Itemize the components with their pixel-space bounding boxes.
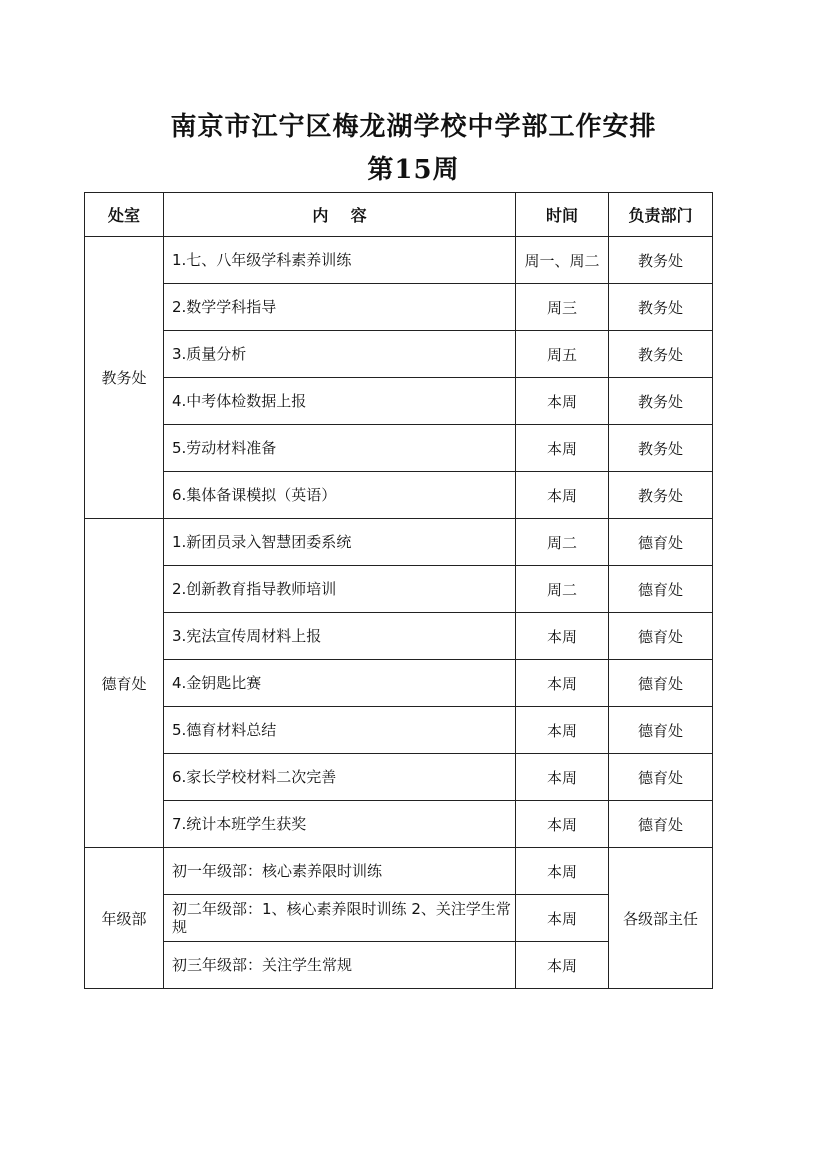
office-cell: 教务处 — [85, 237, 164, 519]
schedule-table — [84, 192, 713, 989]
content-cell: 1.新团员录入智慧团委系统 — [164, 519, 516, 566]
content-cell: 2.创新教育指导教师培训 — [164, 566, 516, 613]
time-cell: 本周 — [516, 895, 609, 942]
time-cell: 周二 — [516, 566, 609, 613]
table-row — [85, 660, 713, 707]
content-cell: 初二年级部：1、核心素养限时训练 2、关注学生常规 — [164, 895, 516, 942]
responsible-cell: 教务处 — [609, 425, 713, 472]
content-cell: 5.劳动材料准备 — [164, 425, 516, 472]
content-cell: 6.家长学校材料二次完善 — [164, 754, 516, 801]
time-cell: 本周 — [516, 707, 609, 754]
header-content: 内 容 — [164, 193, 516, 237]
responsible-cell: 德育处 — [609, 660, 713, 707]
document-title: 南京市江宁区梅龙湖学校中学部工作安排 — [170, 112, 657, 142]
content-cell: 初三年级部：关注学生常规 — [164, 942, 516, 989]
time-cell: 周五 — [516, 331, 609, 378]
time-cell: 周一、周二 — [516, 237, 609, 284]
responsible-cell: 教务处 — [609, 237, 713, 284]
responsible-cell: 德育处 — [609, 707, 713, 754]
table-row — [85, 566, 713, 613]
table-row — [85, 848, 713, 895]
time-cell: 本周 — [516, 425, 609, 472]
content-cell: 2.数学学科指导 — [164, 284, 516, 331]
table-row — [85, 613, 713, 660]
responsible-cell: 德育处 — [609, 801, 713, 848]
responsible-cell: 德育处 — [609, 519, 713, 566]
responsible-cell: 各级部主任 — [609, 848, 713, 989]
table-row — [85, 237, 713, 284]
time-cell: 本周 — [516, 848, 609, 895]
time-cell: 周二 — [516, 519, 609, 566]
responsible-cell: 教务处 — [609, 331, 713, 378]
table-row — [85, 707, 713, 754]
content-cell: 5.德育材料总结 — [164, 707, 516, 754]
header-time: 时间 — [516, 193, 609, 237]
content-cell: 4.中考体检数据上报 — [164, 378, 516, 425]
responsible-cell: 德育处 — [609, 613, 713, 660]
table-row — [85, 284, 713, 331]
time-cell: 本周 — [516, 942, 609, 989]
content-cell: 4.金钥匙比赛 — [164, 660, 516, 707]
responsible-cell: 德育处 — [609, 566, 713, 613]
table-header-row — [85, 193, 713, 237]
table-row — [85, 754, 713, 801]
table-row — [85, 519, 713, 566]
content-cell: 6.集体备课模拟（英语） — [164, 472, 516, 519]
office-cell: 德育处 — [85, 519, 164, 848]
week-title: 第15周 — [367, 155, 460, 185]
table-row — [85, 378, 713, 425]
time-cell: 本周 — [516, 472, 609, 519]
table-row — [85, 425, 713, 472]
content-cell: 3.宪法宣传周材料上报 — [164, 613, 516, 660]
time-cell: 周三 — [516, 284, 609, 331]
content-cell: 3.质量分析 — [164, 331, 516, 378]
time-cell: 本周 — [516, 801, 609, 848]
content-cell: 1.七、八年级学科素养训练 — [164, 237, 516, 284]
header-office: 处室 — [85, 193, 164, 237]
responsible-cell: 德育处 — [609, 754, 713, 801]
time-cell: 本周 — [516, 754, 609, 801]
time-cell: 本周 — [516, 613, 609, 660]
time-cell: 本周 — [516, 660, 609, 707]
table-row — [85, 472, 713, 519]
responsible-cell: 教务处 — [609, 472, 713, 519]
header-responsible: 负责部门 — [609, 193, 713, 237]
responsible-cell: 教务处 — [609, 378, 713, 425]
time-cell: 本周 — [516, 378, 609, 425]
table-row — [85, 801, 713, 848]
content-cell: 7.统计本班学生获奖 — [164, 801, 516, 848]
content-cell: 初一年级部：核心素养限时训练 — [164, 848, 516, 895]
responsible-cell: 教务处 — [609, 284, 713, 331]
table-row — [85, 331, 713, 378]
office-cell: 年级部 — [85, 848, 164, 989]
